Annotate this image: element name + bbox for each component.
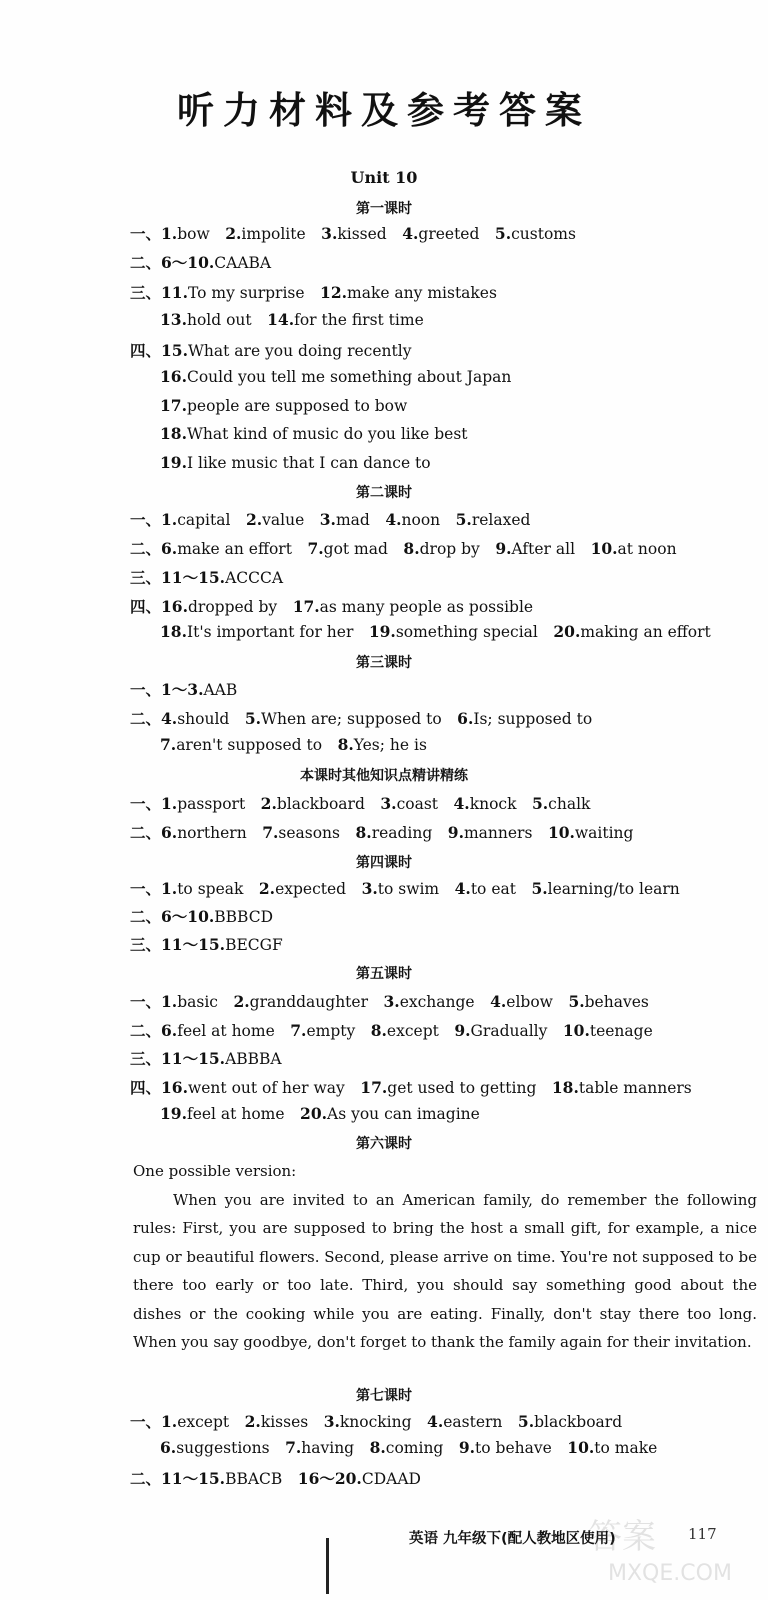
item-number: 7.: [262, 823, 279, 842]
item-answer: passport: [177, 795, 246, 813]
item-number: 11～15.: [161, 1469, 226, 1488]
item-number: 一、: [130, 510, 162, 529]
item-answer: table manners: [578, 1079, 692, 1097]
answer-line: [130, 905, 273, 927]
item-number: 二、: [130, 709, 162, 728]
item-number: 二、: [130, 907, 162, 926]
item-answer: It's important for her: [186, 623, 354, 641]
item-number: 6.: [160, 1438, 177, 1457]
item-number: 11.: [161, 283, 188, 302]
item-answer: As you can imagine: [327, 1105, 480, 1123]
item-number: 一、: [130, 794, 162, 813]
item-number: 16.: [160, 367, 187, 386]
item-answer: Yes; he is: [353, 736, 427, 754]
item-answer: Gradually: [470, 1022, 548, 1040]
item-number: 10.: [547, 823, 575, 842]
item-answer: To my surprise: [187, 284, 305, 302]
item-number: 1.: [161, 224, 178, 243]
item-answer: noon: [401, 511, 441, 529]
item-number: 18.: [551, 1078, 579, 1097]
binding-mark: [326, 1538, 329, 1594]
answer-line: [130, 990, 649, 1012]
item-answer: learning/to learn: [547, 880, 680, 898]
item-answer: mad: [335, 511, 370, 529]
item-answer: having: [301, 1439, 355, 1457]
item-answer: make any mistakes: [347, 284, 497, 302]
svg-text:答案: 答案: [588, 1517, 656, 1557]
item-answer: chalk: [548, 795, 591, 813]
item-number: 9.: [495, 539, 512, 558]
item-number: 5.: [531, 879, 548, 898]
answer-line: [130, 537, 677, 559]
item-answer: kisses: [260, 1413, 309, 1431]
item-answer: BBBCD: [214, 908, 274, 926]
item-number: 1.: [161, 1412, 178, 1431]
item-answer: people are supposed to bow: [186, 397, 408, 415]
item-number: 9.: [454, 1021, 471, 1040]
item-answer: manners: [463, 824, 533, 842]
item-answer: BBACB: [225, 1470, 283, 1488]
item-answer: basic: [177, 993, 218, 1011]
item-answer: aren't supposed to: [176, 736, 323, 754]
item-answer: except: [177, 1413, 230, 1431]
item-answer: make an effort: [177, 540, 292, 558]
item-number: 7.: [307, 539, 324, 558]
item-number: 4.: [385, 510, 402, 529]
item-answer: waiting: [574, 824, 634, 842]
item-number: 3.: [361, 879, 378, 898]
item-number: 7.: [290, 1021, 307, 1040]
item-number: 12.: [320, 283, 347, 302]
item-answer: CAABA: [214, 254, 272, 272]
answer-line: [130, 566, 283, 588]
item-answer: AAB: [203, 681, 238, 699]
item-number: 4.: [453, 794, 470, 813]
essay-intro: One possible version:: [133, 1162, 297, 1180]
item-number: 6.: [457, 709, 474, 728]
item-answer: something special: [395, 623, 538, 641]
item-number: 2.: [245, 510, 263, 529]
item-number: 20.: [300, 1104, 327, 1123]
item-number: 4.: [490, 992, 507, 1011]
item-number: 3.: [323, 1412, 340, 1431]
answer-line: [130, 877, 680, 899]
item-number: 17.: [360, 1078, 388, 1097]
item-number: 16.: [161, 1078, 188, 1097]
item-answer: coming: [385, 1439, 444, 1457]
item-answer: dropped by: [187, 598, 278, 616]
item-answer: When are; supposed to: [261, 710, 442, 728]
answer-line: [130, 678, 237, 700]
item-number: 四、: [130, 341, 162, 360]
answer-line: [130, 222, 576, 244]
item-number: 5.: [455, 510, 472, 529]
item-number: 3.: [321, 224, 338, 243]
item-answer: for the first time: [294, 311, 424, 329]
answer-line: [160, 396, 407, 415]
answer-line: [130, 707, 592, 729]
item-answer: elbow: [506, 993, 553, 1011]
item-number: 19.: [160, 453, 187, 472]
item-answer: should: [177, 710, 230, 728]
item-answer: exchange: [399, 993, 475, 1011]
item-number: 20.: [553, 622, 581, 641]
item-number: 18.: [160, 622, 187, 641]
item-number: 4.: [454, 879, 471, 898]
item-number: 17.: [292, 597, 320, 616]
item-number: 三、: [130, 568, 162, 587]
item-number: 2.: [260, 794, 277, 813]
footer-text: 英语 九年级下(配人教地区使用): [409, 1531, 616, 1547]
item-number: 二、: [130, 253, 162, 272]
item-answer: to speak: [177, 880, 244, 898]
item-number: 10.: [590, 539, 618, 558]
item-number: 1.: [161, 794, 178, 813]
item-number: 3.: [319, 510, 336, 529]
item-number: 4.: [427, 1412, 444, 1431]
item-answer: reading: [371, 824, 433, 842]
item-number: 4.: [402, 224, 419, 243]
item-number: 10.: [567, 1438, 595, 1457]
item-number: 2.: [258, 879, 276, 898]
answer-line: [130, 1019, 653, 1041]
item-number: 2.: [225, 224, 242, 243]
item-number: 10.: [562, 1021, 590, 1040]
item-answer: get used to getting: [387, 1079, 537, 1097]
item-number: 17.: [160, 396, 187, 415]
item-answer: to make: [594, 1439, 658, 1457]
unit-heading: Unit 10: [350, 168, 418, 187]
item-answer: granddaughter: [249, 993, 368, 1011]
item-number: 三、: [130, 1049, 162, 1068]
essay-body: When you are invited to an American family, do remember the following rules: First, you are supposed to bring the host a small gift, for example, a nice cup or beautiful flowers. Second, please arrive on time. You're not supposed to be there too early or too late. Third, you should say something good about the dishes or the cooking while you are eating. Finally, don't stay there too long. When you say goodbye, don't forget to thank the family again for their invitation.: [133, 1190, 757, 1351]
answer-line: [130, 1467, 421, 1489]
item-number: 11～15.: [161, 935, 226, 954]
item-number: 5.: [531, 794, 549, 813]
item-answer: expected: [275, 880, 347, 898]
item-number: 19.: [160, 1104, 187, 1123]
answer-line: [130, 595, 533, 617]
item-number: 11～15.: [161, 568, 226, 587]
answer-line: [130, 821, 633, 843]
answer-line: [160, 453, 431, 472]
item-answer: drop by: [419, 540, 480, 558]
item-number: 7.: [285, 1438, 302, 1457]
item-number: 5.: [494, 224, 512, 243]
item-number: 二、: [130, 1021, 162, 1040]
item-number: 2.: [233, 992, 250, 1011]
item-number: 8.: [337, 735, 354, 754]
item-answer: kissed: [337, 225, 387, 243]
sample-essay: [133, 1157, 757, 1357]
item-answer: knock: [469, 795, 517, 813]
item-answer: except: [386, 1022, 439, 1040]
item-answer: blackboard: [534, 1413, 623, 1431]
section-heading: 第四课时: [356, 855, 412, 871]
item-number: 四、: [130, 597, 162, 616]
item-number: 4.: [161, 709, 178, 728]
item-answer: BECGF: [225, 936, 283, 954]
item-answer: empty: [306, 1022, 356, 1040]
answer-line: [130, 251, 271, 273]
item-answer: to swim: [377, 880, 440, 898]
item-number: 7.: [160, 735, 177, 754]
item-answer: impolite: [241, 225, 306, 243]
item-answer: suggestions: [176, 1439, 270, 1457]
item-number: 11～15.: [161, 1049, 226, 1068]
item-number: 三、: [130, 283, 162, 302]
svg-text:MXQE.COM: MXQE.COM: [608, 1561, 732, 1586]
item-number: 6～10.: [161, 907, 215, 926]
item-number: 16～20.: [297, 1469, 362, 1488]
item-answer: feel at home: [177, 1022, 275, 1040]
item-answer: behaves: [584, 993, 649, 1011]
answer-line: [160, 310, 424, 329]
item-number: 1.: [161, 992, 178, 1011]
item-answer: customs: [511, 225, 576, 243]
answer-line: [130, 1076, 692, 1098]
item-answer: at noon: [617, 540, 677, 558]
section-heading: 第一课时: [356, 201, 412, 217]
item-number: 一、: [130, 879, 162, 898]
section-heading: 第六课时: [356, 1136, 412, 1152]
item-answer: I like music that I can dance to: [186, 454, 431, 472]
item-answer: After all: [511, 540, 576, 558]
answer-line: [160, 735, 427, 754]
item-number: 15.: [161, 341, 188, 360]
item-answer: knocking: [339, 1413, 412, 1431]
answer-line: [130, 933, 283, 955]
item-number: 1～3.: [161, 680, 204, 699]
answer-line: [130, 1410, 622, 1432]
item-answer: as many people as possible: [319, 598, 534, 616]
item-number: 5.: [568, 992, 585, 1011]
item-answer: ACCCA: [225, 569, 284, 587]
item-answer: bow: [177, 225, 210, 243]
item-number: 三、: [130, 935, 162, 954]
item-answer: CDAAD: [361, 1470, 421, 1488]
answer-line: [130, 792, 590, 814]
item-number: 二、: [130, 1469, 162, 1488]
item-answer: value: [262, 511, 305, 529]
item-number: 四、: [130, 1078, 162, 1097]
page-title: 听力材料及参考答案: [177, 89, 591, 132]
item-number: 8.: [369, 1438, 386, 1457]
item-answer: got mad: [323, 540, 388, 558]
section-heading: 第五课时: [356, 966, 412, 982]
item-number: 8.: [370, 1021, 387, 1040]
item-number: 18.: [160, 424, 187, 443]
answer-line: [130, 508, 530, 530]
item-answer: eastern: [443, 1413, 503, 1431]
item-answer: blackboard: [276, 795, 365, 813]
answer-line: [160, 367, 511, 386]
item-answer: relaxed: [471, 511, 531, 529]
item-answer: Is; supposed to: [473, 710, 593, 728]
item-answer: What kind of music do you like best: [186, 425, 468, 443]
answer-line: [160, 424, 468, 443]
item-number: 9.: [458, 1438, 476, 1457]
item-number: 19.: [368, 622, 396, 641]
item-number: 一、: [130, 224, 162, 243]
item-number: 9.: [447, 823, 464, 842]
page-number: 117: [688, 1525, 717, 1543]
answer-line: [130, 281, 497, 303]
section-heading: 第二课时: [356, 485, 412, 501]
answer-line: [130, 339, 411, 361]
item-number: 8.: [403, 539, 420, 558]
item-number: 8.: [355, 823, 372, 842]
item-number: 6.: [161, 823, 178, 842]
item-answer: teenage: [589, 1022, 653, 1040]
item-answer: Could you tell me something about Japan: [186, 368, 512, 386]
item-number: 6.: [161, 539, 178, 558]
item-number: 16.: [161, 597, 188, 616]
item-answer: seasons: [278, 824, 340, 842]
item-number: 14.: [267, 310, 295, 329]
watermark-logo: [578, 1508, 758, 1588]
item-answer: ABBBA: [225, 1050, 282, 1068]
item-answer: greeted: [418, 225, 480, 243]
item-number: 1.: [161, 879, 178, 898]
item-number: 二、: [130, 539, 162, 558]
item-number: 一、: [130, 992, 162, 1011]
item-answer: feel at home: [186, 1105, 285, 1123]
item-answer: making an effort: [580, 623, 711, 641]
section-heading: 本课时其他知识点精讲精练: [300, 768, 468, 784]
answer-line: [160, 1438, 657, 1457]
item-answer: capital: [177, 511, 231, 529]
item-number: 6～10.: [161, 253, 215, 272]
item-answer: coast: [396, 795, 439, 813]
item-number: 二、: [130, 823, 162, 842]
item-number: 一、: [130, 1412, 162, 1431]
answer-line: [160, 1104, 480, 1123]
item-answer: to eat: [470, 880, 516, 898]
item-number: 5.: [517, 1412, 535, 1431]
item-answer: hold out: [186, 311, 252, 329]
answer-line: [130, 1047, 282, 1069]
item-number: 2.: [244, 1412, 261, 1431]
section-heading: 第三课时: [356, 655, 412, 671]
item-answer: What are you doing recently: [187, 342, 412, 360]
item-number: 1.: [161, 510, 178, 529]
item-number: 一、: [130, 680, 162, 699]
item-answer: went out of her way: [187, 1079, 345, 1097]
item-answer: to behave: [475, 1439, 552, 1457]
item-number: 3.: [383, 992, 400, 1011]
item-number: 5.: [244, 709, 262, 728]
item-answer: northern: [177, 824, 247, 842]
item-number: 3.: [380, 794, 397, 813]
item-number: 6.: [161, 1021, 178, 1040]
item-number: 13.: [160, 310, 187, 329]
section-heading: 第七课时: [356, 1388, 412, 1404]
answer-line: [160, 622, 711, 641]
